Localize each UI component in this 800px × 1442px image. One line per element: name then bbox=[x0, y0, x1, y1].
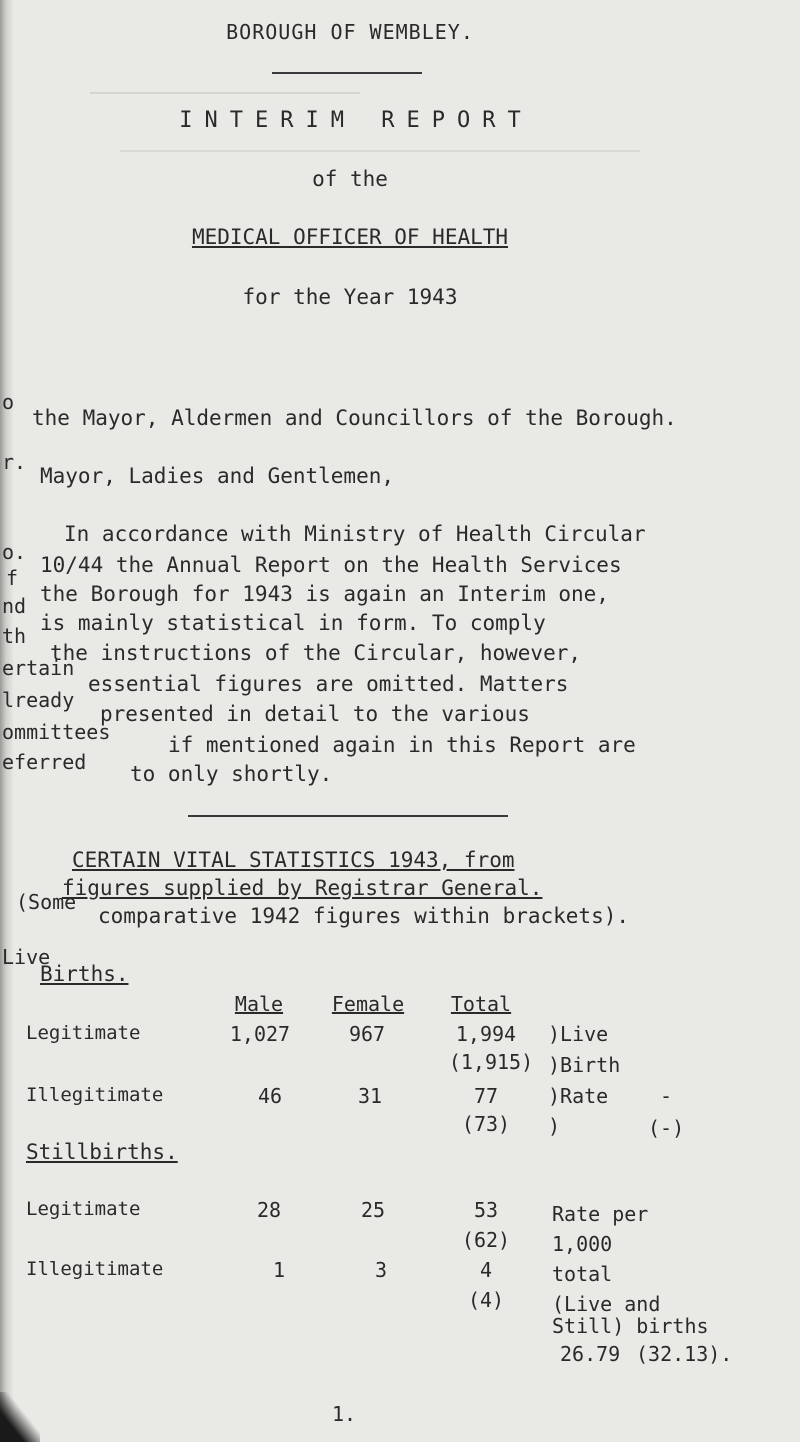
title-divider bbox=[272, 72, 422, 74]
page-number: 1. bbox=[332, 1402, 357, 1426]
intro-line-6: essential figures are omitted. Matters bbox=[88, 672, 569, 696]
live-rate-note-4: ) bbox=[548, 1114, 561, 1138]
margin-fragment-referred: eferred bbox=[2, 750, 87, 774]
still-legitimate-male: 28 bbox=[256, 1198, 282, 1222]
salutation: Mayor, Ladies and Gentlemen, bbox=[40, 464, 395, 488]
margin-fragment-certain: ertain bbox=[2, 656, 75, 680]
still-rate-note-3: total bbox=[552, 1262, 613, 1286]
intro-line-1: In accordance with Ministry of Health Circular bbox=[64, 522, 646, 546]
bleed-through-bar-2 bbox=[120, 150, 640, 152]
intro-line-3: the Borough for 1943 is again an Interim one, bbox=[40, 582, 609, 606]
still-rate-note-2: 1,000 bbox=[552, 1232, 613, 1256]
stillbirths-heading: Stillbirths. bbox=[26, 1140, 178, 1164]
intro-line-5: the instructions of the Circular, however, bbox=[50, 641, 582, 665]
stats-heading-prefix: (Some bbox=[16, 890, 77, 914]
column-header-total: Total bbox=[450, 992, 512, 1016]
margin-fragment-already: lready bbox=[2, 688, 75, 712]
intro-line-9: to only shortly. bbox=[130, 762, 333, 786]
still-legitimate-female: 25 bbox=[360, 1198, 386, 1222]
live-births-prefix: Live bbox=[2, 945, 51, 969]
still-illegitimate-label: Illegitimate bbox=[26, 1258, 164, 1280]
live-illegitimate-total-prev: (73) bbox=[461, 1112, 511, 1136]
stats-heading-line-3: comparative 1942 figures within brackets). bbox=[98, 904, 630, 928]
intro-line-8: if mentioned again in this Report are bbox=[168, 733, 636, 757]
live-rate-note-3: )Rate bbox=[548, 1084, 609, 1108]
column-header-female: Female bbox=[331, 992, 405, 1016]
year-line: for the Year 1943 bbox=[242, 285, 458, 309]
intro-line-2: 10/44 the Annual Report on the Health Services bbox=[40, 553, 622, 577]
live-rate-prev: (-) bbox=[648, 1116, 685, 1140]
still-rate-note-1: Rate per bbox=[552, 1202, 649, 1226]
live-illegitimate-label: Illegitimate bbox=[26, 1084, 164, 1106]
margin-fragment-mr: r. bbox=[2, 450, 27, 474]
page-corner-shadow bbox=[0, 1392, 40, 1442]
still-legitimate-total-prev: (62) bbox=[461, 1228, 511, 1252]
of-the-line: of the bbox=[312, 167, 388, 191]
address-line: the Mayor, Aldermen and Councillors of the Borough. bbox=[32, 406, 677, 430]
still-rate-prev: (32.13). bbox=[636, 1342, 733, 1366]
live-legitimate-total-prev: (1,915) bbox=[448, 1050, 534, 1074]
still-illegitimate-male: 1 bbox=[272, 1258, 286, 1282]
officer-title bbox=[0, 225, 700, 249]
live-rate-note-1: )Live bbox=[548, 1022, 609, 1046]
still-legitimate-total: 53 bbox=[473, 1198, 499, 1222]
stats-heading-line-2: figures supplied by Registrar General. bbox=[62, 876, 543, 900]
live-illegitimate-male: 46 bbox=[257, 1084, 283, 1108]
live-illegitimate-total: 77 bbox=[473, 1084, 499, 1108]
officer-title-text: MEDICAL OFFICER OF HEALTH bbox=[191, 225, 509, 249]
intro-line-7: presented in detail to the various bbox=[100, 702, 530, 726]
intro-line-4: is mainly statistical in form. To comply bbox=[40, 611, 546, 635]
margin-fragment-no: o. bbox=[2, 540, 27, 564]
still-illegitimate-total-prev: (4) bbox=[467, 1288, 505, 1312]
margin-fragment-committees: ommittees bbox=[2, 720, 111, 744]
still-rate-note-5: Still) births bbox=[552, 1314, 709, 1338]
bleed-through-bar-1 bbox=[90, 92, 360, 94]
live-rate-value: - bbox=[660, 1084, 673, 1108]
live-legitimate-female: 967 bbox=[348, 1022, 386, 1046]
margin-fragment-with: th bbox=[2, 624, 27, 648]
margin-fragment-and: nd bbox=[2, 594, 27, 618]
still-illegitimate-total: 4 bbox=[479, 1258, 493, 1282]
still-legitimate-label: Legitimate bbox=[26, 1198, 141, 1220]
still-illegitimate-female: 3 bbox=[374, 1258, 388, 1282]
live-legitimate-label: Legitimate bbox=[26, 1022, 141, 1044]
still-rate-value: 26.79 bbox=[560, 1342, 621, 1366]
borough-title: BOROUGH OF WEMBLEY. bbox=[226, 20, 474, 44]
live-legitimate-male: 1,027 bbox=[229, 1022, 291, 1046]
still-rate-note-4: (Live and bbox=[552, 1292, 661, 1316]
margin-fragment-of: f bbox=[6, 566, 19, 590]
live-births-heading: Births. bbox=[40, 962, 129, 986]
column-header-male: Male bbox=[234, 992, 284, 1016]
live-legitimate-total: 1,994 bbox=[455, 1022, 517, 1046]
live-rate-note-2: )Birth bbox=[548, 1053, 621, 1077]
margin-fragment-to: o bbox=[2, 390, 15, 414]
stats-heading-line-1: CERTAIN VITAL STATISTICS 1943, from bbox=[72, 848, 515, 872]
section-divider bbox=[188, 815, 508, 817]
report-title: INTERIM REPORT bbox=[179, 108, 533, 133]
live-illegitimate-female: 31 bbox=[357, 1084, 383, 1108]
